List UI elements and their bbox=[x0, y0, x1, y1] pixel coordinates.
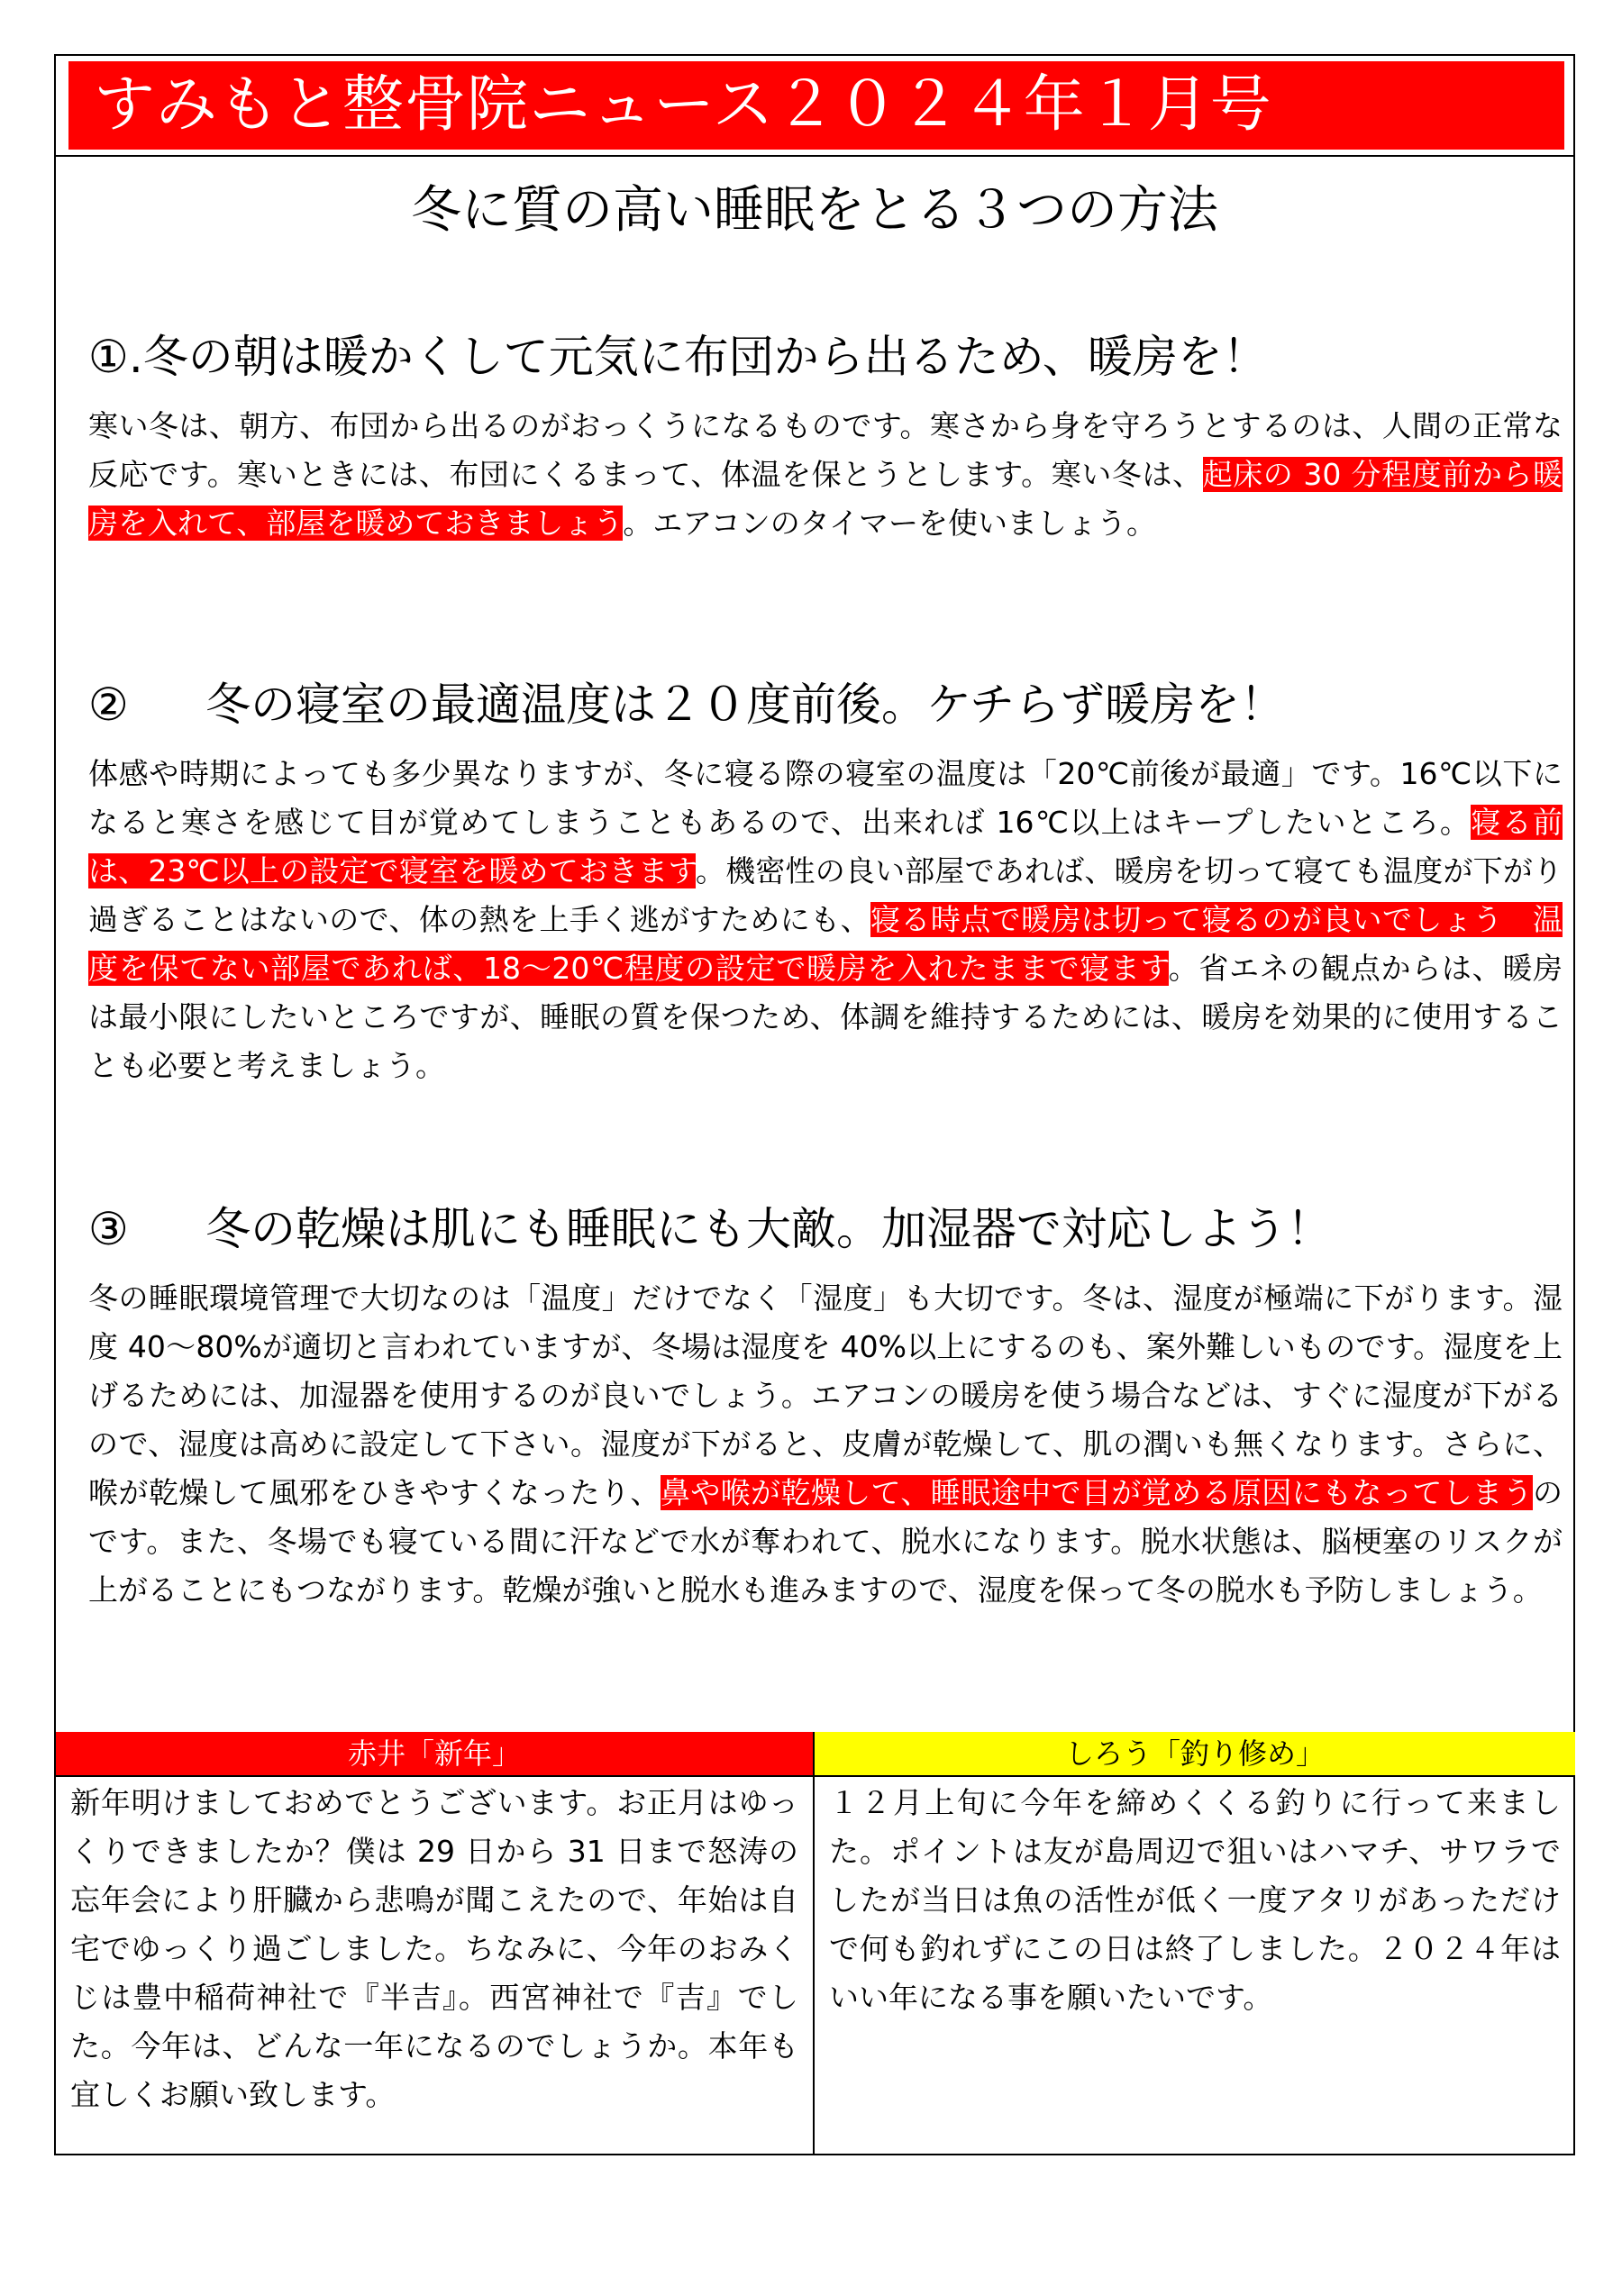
staff-column-header: しろう「釣り修め」 bbox=[815, 1732, 1575, 1777]
staff-column-header: 赤井「新年」 bbox=[56, 1732, 813, 1777]
section-1-heading-text: 冬の朝は暖かくして元気に布団から出るため、暖房を！ bbox=[142, 331, 1268, 383]
section-2-text: 。機密性の良い部屋であれば、暖房を切って寝ても温度が下がり過ぎることはないので、体の熱を上手く逃がすためにも、 bbox=[88, 853, 1563, 937]
section-2-highlight: 寝る前は、23℃以上の設定で寝室を暖めておきます bbox=[88, 805, 1563, 888]
section-3-heading bbox=[88, 1200, 1563, 1258]
section-3-body bbox=[88, 1274, 1563, 1615]
section-1-text: 寒い冬は、朝方、布団から出るのがおっくうになるものです。寒さから身を守ろうとするのは、人間の正常な反応です。寒いときには、布団にくるまって、体温を保とうとします。寒い冬は、 bbox=[88, 408, 1563, 492]
section-3-number: ③ bbox=[88, 1203, 129, 1255]
section-1 bbox=[70, 328, 1563, 548]
section-1-text: 。エアコンのタイマーを使いましょう。 bbox=[623, 506, 1157, 541]
main-article bbox=[56, 157, 1573, 1759]
staff-column-akai bbox=[56, 1732, 815, 2155]
section-2-text: 体感や時期によっても多少異なりますが、冬に寝る際の寝室の温度は「20℃前後が最適」です。16℃以下になると寒さを感じて目が覚めてしまうこともあるので、出来れば 16℃以上はキープしたいところ。 bbox=[88, 756, 1563, 840]
section-1-heading bbox=[88, 328, 1563, 386]
section-1-number: ①. bbox=[88, 331, 143, 383]
section-3-heading-text: 冬の乾燥は肌にも睡眠にも大敵。加湿器で対応しよう！ bbox=[205, 1203, 1332, 1255]
masthead-title: すみもと整骨院ニュース２０２４年１月号 bbox=[68, 61, 1564, 150]
staff-column-body: １２月上旬に今年を締めくくる釣りに行って来ました。ポイントは友が島周辺で狙いはハマチ、サワラでしたが当日は魚の活性が低く一度アタリがあっただけで何も釣れずにこの日は終了しました。２０２４年はいい年になる事を願いたいです。 bbox=[829, 1785, 1562, 2015]
section-2-number: ② bbox=[88, 679, 129, 731]
section-2-body bbox=[88, 750, 1563, 1090]
masthead-row bbox=[56, 56, 1573, 157]
section-1-body bbox=[88, 402, 1563, 548]
section-2 bbox=[70, 676, 1563, 1090]
staff-columns bbox=[56, 1732, 1573, 2155]
article-title: 冬に質の高い睡眠をとる３つの方法 bbox=[411, 181, 1218, 240]
section-2-heading bbox=[88, 676, 1563, 733]
section-2-text: 。省エネの観点からは、暖房は最小限にしたいところですが、睡眠の質を保つため、体調を維持するためには、暖房を効果的に使用することも必要と考えましょう。 bbox=[88, 951, 1563, 1083]
section-1-highlight: 起床の 30 分程度前から暖房を入れて、部屋を暖めておきましょう bbox=[88, 457, 1563, 541]
newsletter-frame bbox=[54, 54, 1575, 2155]
staff-column-shirou bbox=[815, 1732, 1575, 2155]
section-2-heading-text: 冬の寝室の最適温度は２０度前後。ケチらず暖房を！ bbox=[205, 679, 1285, 731]
section-2-highlight: 寝る時点で暖房は切って寝るのが良いでしょう 温度を保てない部屋であれば、18～20℃程度の設定で暖房を入れたままで寝ます bbox=[88, 902, 1563, 986]
section-3-text: のです。また、冬場でも寝ている間に汗などで水が奪われて、脱水になります。脱水状態は、脳梗塞のリスクが上がることにもつながります。乾燥が強いと脱水も進みますので、湿度を保って冬の脱水も予防しましょう。 bbox=[88, 1475, 1563, 1608]
staff-column-body: 新年明けましておめでとうございます。お正月はゆっくりできましたか？僕は 29 日から 31 日まで怒涛の忘年会により肝臓から悲鳴が聞こえたので、年始は自宅でゆっくり過ごしました。ちなみに、今年のおみくじは豊中稲荷神社で『半吉』。西宮神社で『吉』でした。今年は、どんな一年になるのでしょうか。本年も宜しくお願い致します。 bbox=[70, 1785, 798, 2112]
section-3 bbox=[70, 1200, 1563, 1615]
section-3-highlight: 鼻や喉が乾燥して、睡眠途中で目が覚める原因にもなってしまう bbox=[660, 1475, 1533, 1510]
section-3-text: 冬の睡眠環境管理で大切なのは「温度」だけでなく「湿度」も大切です。冬は、湿度が極端に下がります。湿度 40～80%が適切と言われていますが、冬場は湿度を 40%以上にするのも、案外難しいものです。湿度を上げるためには、加湿器を使用するのが良いでしょう。エアコンの暖房を使う場合などは、すぐに湿度が下がるので、湿度は高めに設定して下さい。湿度が下がると、皮膚が乾燥して、肌の潤いも無くなります。さらに、喉が乾燥して風邪をひきやすくなったり、 bbox=[88, 1280, 1563, 1510]
